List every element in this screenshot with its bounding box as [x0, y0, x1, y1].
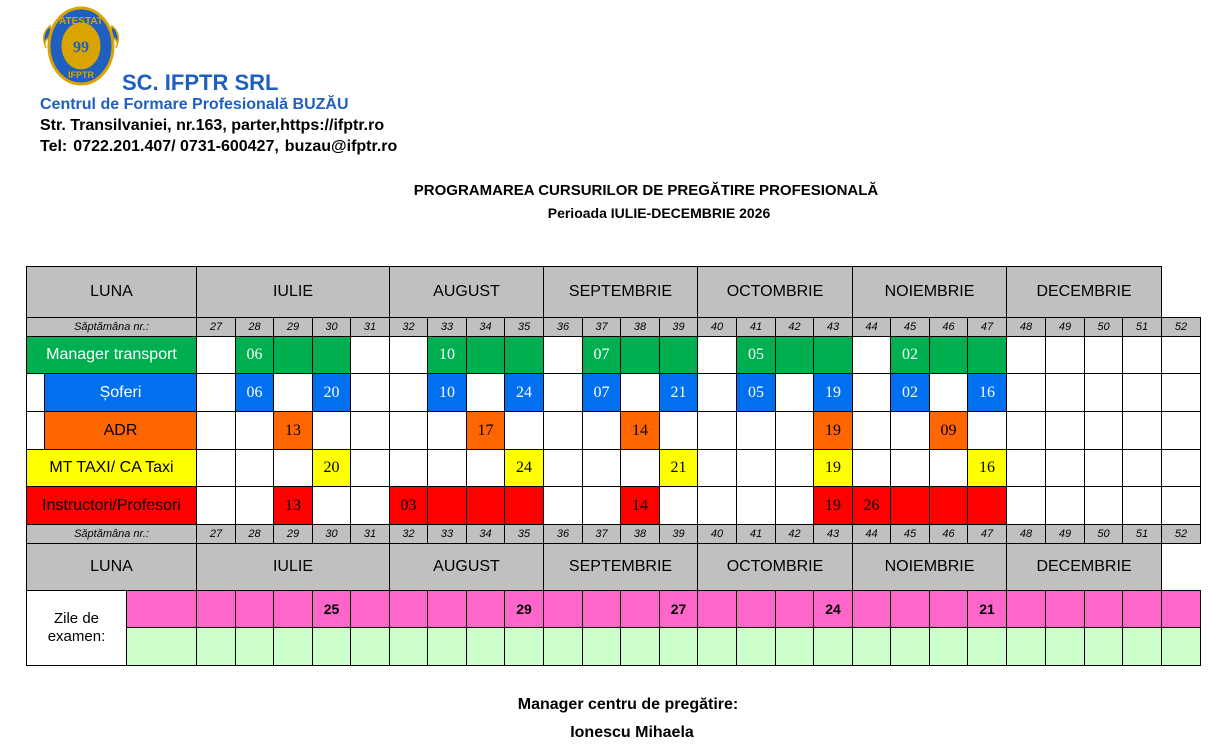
row--oferi-week-40	[697, 373, 737, 412]
row-adr-week-30	[312, 411, 351, 450]
row-manager-transport-week-49	[1045, 336, 1085, 374]
row--oferi-week-44	[852, 373, 891, 412]
exam-day-week-50	[1084, 590, 1123, 628]
row-manager-transport-week-43	[813, 336, 853, 374]
row--oferi-week-33: 10	[427, 373, 467, 412]
exam-day-week-27	[196, 590, 236, 628]
top-week-41: 41	[736, 317, 776, 337]
row-instructori-profesori-week-32: 03	[389, 486, 428, 525]
exam-day-week-39: 27	[659, 590, 698, 628]
exam-day-week-46	[929, 590, 968, 628]
row-manager-transport-week-38	[620, 336, 660, 374]
row-mt-taxi-ca-taxi-week-29	[273, 449, 313, 487]
bottom-week-29: 29	[273, 524, 313, 544]
row-label-instructori-profesori: Instructori/Profesori	[26, 486, 197, 525]
row-manager-transport-week-35	[504, 336, 544, 374]
row-mt-taxi-ca-taxi-week-30: 20	[312, 449, 351, 487]
row-manager-transport-week-30	[312, 336, 351, 374]
row-instructori-profesori-week-41	[736, 486, 776, 525]
row-manager-transport-week-52	[1161, 336, 1201, 374]
row-adr-week-37	[582, 411, 621, 450]
bottom-luna-label: LUNA	[26, 543, 197, 591]
row-manager-transport-week-42	[775, 336, 814, 374]
bottom-week-label: Săptămâna nr.:	[26, 524, 197, 544]
exam-day-week-42	[775, 590, 814, 628]
row--oferi-week-47: 16	[967, 373, 1007, 412]
top-week-38: 38	[620, 317, 660, 337]
exam-day-week-35: 29	[504, 590, 544, 628]
row--oferi-week-34	[466, 373, 505, 412]
exam-green-week-34	[466, 627, 505, 666]
exam-green-week-40	[697, 627, 737, 666]
row--oferi-week-32	[389, 373, 428, 412]
row-mt-taxi-ca-taxi-week-47: 16	[967, 449, 1007, 487]
row-instructori-profesori-week-49	[1045, 486, 1085, 525]
row-label--oferi: Șoferi	[44, 373, 197, 412]
logo-top-text: ATESTAT	[59, 16, 103, 27]
bottom-month-decembrie: DECEMBRIE	[1006, 543, 1162, 591]
top-month-septembrie: SEPTEMBRIE	[543, 266, 698, 318]
row-adr-week-31	[350, 411, 390, 450]
row-adr-week-43: 19	[813, 411, 853, 450]
bottom-week-48: 48	[1006, 524, 1046, 544]
top-week-44: 44	[852, 317, 891, 337]
top-week-43: 43	[813, 317, 853, 337]
row--oferi-week-27	[196, 373, 236, 412]
row--oferi-week-37: 07	[582, 373, 621, 412]
row--oferi-week-30: 20	[312, 373, 351, 412]
row--oferi-week-45: 02	[890, 373, 930, 412]
top-month-octombrie: OCTOMBRIE	[697, 266, 853, 318]
bottom-week-41: 41	[736, 524, 776, 544]
top-week-49: 49	[1045, 317, 1085, 337]
exam-day-week-36	[543, 590, 583, 628]
row-manager-transport-week-37: 07	[582, 336, 621, 374]
row-manager-transport-week-39	[659, 336, 698, 374]
exam-green-week-30	[312, 627, 351, 666]
exam-day-week-44	[852, 590, 891, 628]
row-instructori-profesori-week-35	[504, 486, 544, 525]
bottom-week-39: 39	[659, 524, 698, 544]
exam-green-week-29	[273, 627, 313, 666]
exam-green-week-52	[1161, 627, 1201, 666]
row-mt-taxi-ca-taxi-week-28	[235, 449, 274, 487]
row-mt-taxi-ca-taxi-week-43: 19	[813, 449, 853, 487]
row-mt-taxi-ca-taxi-week-48	[1006, 449, 1046, 487]
row-adr-week-44	[852, 411, 891, 450]
row-mt-taxi-ca-taxi-week-52	[1161, 449, 1201, 487]
row-adr-week-34: 17	[466, 411, 505, 450]
row--oferi-week-29	[273, 373, 313, 412]
bottom-week-49: 49	[1045, 524, 1085, 544]
bottom-week-30: 30	[312, 524, 351, 544]
row-manager-transport-week-50	[1084, 336, 1123, 374]
row-mt-taxi-ca-taxi-week-33	[427, 449, 467, 487]
bottom-week-52: 52	[1161, 524, 1201, 544]
row-manager-transport-week-45: 02	[890, 336, 930, 374]
exam-day-week-52	[1161, 590, 1201, 628]
training-center-city: BUZĂU	[292, 96, 349, 113]
row-manager-transport-week-51	[1122, 336, 1162, 374]
address: Str. Transilvaniei, nr.163, parter,https://ifptr.ro	[40, 117, 385, 134]
row-instructori-profesori-week-27	[196, 486, 236, 525]
logo-number: 99	[73, 39, 89, 56]
top-week-29: 29	[273, 317, 313, 337]
bottom-week-32: 32	[389, 524, 428, 544]
row-manager-transport-week-47	[967, 336, 1007, 374]
top-week-31: 31	[350, 317, 390, 337]
bottom-week-28: 28	[235, 524, 274, 544]
row-manager-transport-week-29	[273, 336, 313, 374]
row-manager-transport-week-28: 06	[235, 336, 274, 374]
bottom-week-40: 40	[697, 524, 737, 544]
row-mt-taxi-ca-taxi-week-40	[697, 449, 737, 487]
row-mt-taxi-ca-taxi-week-27	[196, 449, 236, 487]
top-week-27: 27	[196, 317, 236, 337]
row--oferi-week-50	[1084, 373, 1123, 412]
bottom-week-34: 34	[466, 524, 505, 544]
row-instructori-profesori-week-37	[582, 486, 621, 525]
row-manager-transport-week-44	[852, 336, 891, 374]
row-adr-week-40	[697, 411, 737, 450]
bottom-week-27: 27	[196, 524, 236, 544]
row-manager-transport-week-41: 05	[736, 336, 776, 374]
row--oferi-week-41: 05	[736, 373, 776, 412]
bottom-week-47: 47	[967, 524, 1007, 544]
row-instructori-profesori-week-29: 13	[273, 486, 313, 525]
row-instructori-profesori-week-47	[967, 486, 1007, 525]
row-instructori-profesori-week-30	[312, 486, 351, 525]
row-adr-week-32	[389, 411, 428, 450]
signature-role: Manager centru de pregătire:	[517, 696, 739, 713]
top-week-34: 34	[466, 317, 505, 337]
top-week-50: 50	[1084, 317, 1123, 337]
row-mt-taxi-ca-taxi-week-31	[350, 449, 390, 487]
bottom-month-octombrie: OCTOMBRIE	[697, 543, 853, 591]
row-mt-taxi-ca-taxi-week-42	[775, 449, 814, 487]
row-manager-transport-week-27	[196, 336, 236, 374]
top-week-label: Săptămâna nr.:	[26, 317, 197, 337]
row--oferi-week-39: 21	[659, 373, 698, 412]
exam-day-week-43: 24	[813, 590, 853, 628]
top-week-39: 39	[659, 317, 698, 337]
exam-day-week-29	[273, 590, 313, 628]
exam-green-week-28	[235, 627, 274, 666]
row-manager-transport-week-40	[697, 336, 737, 374]
bottom-month-iulie: IULIE	[196, 543, 390, 591]
top-month-iulie: IULIE	[196, 266, 390, 318]
row-adr-week-52	[1161, 411, 1201, 450]
exam-green-week-42	[775, 627, 814, 666]
bottom-week-38: 38	[620, 524, 660, 544]
row-label-adr: ADR	[44, 411, 197, 450]
exam-green-week-45	[890, 627, 930, 666]
tel-label: Tel:	[40, 138, 68, 155]
exam-green-week-43	[813, 627, 853, 666]
signature-name: Ionescu Mihaela	[570, 724, 694, 741]
top-week-36: 36	[543, 317, 583, 337]
training-center-name: Centrul de Formare Profesională	[40, 96, 293, 113]
row-instructori-profesori-week-45	[890, 486, 930, 525]
row-mt-taxi-ca-taxi-week-50	[1084, 449, 1123, 487]
row-mt-taxi-ca-taxi-week-49	[1045, 449, 1085, 487]
row-adr-week-27	[196, 411, 236, 450]
row-manager-transport-week-36	[543, 336, 583, 374]
exam-day-week-31	[350, 590, 390, 628]
row-instructori-profesori-week-42	[775, 486, 814, 525]
bottom-month-august: AUGUST	[389, 543, 544, 591]
exam-green-week-33	[427, 627, 467, 666]
row-adr-week-50	[1084, 411, 1123, 450]
top-month-noiembrie: NOIEMBRIE	[852, 266, 1007, 318]
period-subtitle: Perioada IULIE-DECEMBRIE 2026	[547, 205, 771, 221]
bottom-week-31: 31	[350, 524, 390, 544]
bottom-month-septembrie: SEPTEMBRIE	[543, 543, 698, 591]
exam-green-week-41	[736, 627, 776, 666]
exam-green-week-36	[543, 627, 583, 666]
top-week-37: 37	[582, 317, 621, 337]
row--oferi-week-31	[350, 373, 390, 412]
row-mt-taxi-ca-taxi-week-36	[543, 449, 583, 487]
row-mt-taxi-ca-taxi-week-46	[929, 449, 968, 487]
bottom-week-33: 33	[427, 524, 467, 544]
exam-green-week-50	[1084, 627, 1123, 666]
bottom-month-noiembrie: NOIEMBRIE	[852, 543, 1007, 591]
row-adr-week-49	[1045, 411, 1085, 450]
top-week-30: 30	[312, 317, 351, 337]
row-adr-week-41	[736, 411, 776, 450]
row-adr-week-35	[504, 411, 544, 450]
row-label-mt-taxi-ca-taxi: MT TAXI/ CA Taxi	[26, 449, 197, 487]
exam-day-week-34	[466, 590, 505, 628]
row-instructori-profesori-week-36	[543, 486, 583, 525]
row-mt-taxi-ca-taxi-week-35: 24	[504, 449, 544, 487]
exam-green-week-35	[504, 627, 544, 666]
top-week-28: 28	[235, 317, 274, 337]
bottom-week-50: 50	[1084, 524, 1123, 544]
row-instructori-profesori-week-28	[235, 486, 274, 525]
row-adr-week-28	[235, 411, 274, 450]
exam-day-week-37	[582, 590, 621, 628]
row--oferi-week-38	[620, 373, 660, 412]
exam-day-week-32	[389, 590, 428, 628]
exam-green-week-44	[852, 627, 891, 666]
row-adr-week-48	[1006, 411, 1046, 450]
row-indent--oferi	[26, 373, 45, 412]
top-week-52: 52	[1161, 317, 1201, 337]
row-instructori-profesori-week-50	[1084, 486, 1123, 525]
exam-green-week-39	[659, 627, 698, 666]
row--oferi-week-52	[1161, 373, 1201, 412]
tel-numbers: 0722.201.407/ 0731-600427,	[73, 138, 279, 155]
exam-green-week-27	[196, 627, 236, 666]
row-mt-taxi-ca-taxi-week-51	[1122, 449, 1162, 487]
exam-green-week-48	[1006, 627, 1046, 666]
email: buzau@ifptr.ro	[284, 138, 398, 155]
row-adr-week-29: 13	[273, 411, 313, 450]
row-mt-taxi-ca-taxi-week-34	[466, 449, 505, 487]
row-instructori-profesori-week-52	[1161, 486, 1201, 525]
row-mt-taxi-ca-taxi-week-45	[890, 449, 930, 487]
exam-day-week-41	[736, 590, 776, 628]
exam-day-week-49	[1045, 590, 1085, 628]
row-adr-week-42	[775, 411, 814, 450]
row-manager-transport-week-31	[350, 336, 390, 374]
exam-green-week-37	[582, 627, 621, 666]
row-label-manager-transport: Manager transport	[26, 336, 197, 374]
row-adr-week-38: 14	[620, 411, 660, 450]
top-week-46: 46	[929, 317, 968, 337]
row--oferi-week-46	[929, 373, 968, 412]
row-instructori-profesori-week-48	[1006, 486, 1046, 525]
row-instructori-profesori-week-43: 19	[813, 486, 853, 525]
top-week-47: 47	[967, 317, 1007, 337]
exam-day-week-47: 21	[967, 590, 1007, 628]
row--oferi-week-36	[543, 373, 583, 412]
bottom-week-42: 42	[775, 524, 814, 544]
top-month-august: AUGUST	[389, 266, 544, 318]
row-instructori-profesori-week-40	[697, 486, 737, 525]
exam-day-week-28	[235, 590, 274, 628]
row-mt-taxi-ca-taxi-week-41	[736, 449, 776, 487]
row-instructori-profesori-week-46	[929, 486, 968, 525]
bottom-week-43: 43	[813, 524, 853, 544]
top-week-51: 51	[1122, 317, 1162, 337]
row-instructori-profesori-week-38: 14	[620, 486, 660, 525]
row--oferi-week-48	[1006, 373, 1046, 412]
row-instructori-profesori-week-51	[1122, 486, 1162, 525]
top-month-decembrie: DECEMBRIE	[1006, 266, 1162, 318]
row-instructori-profesori-week-31	[350, 486, 390, 525]
logo-bottom-text: IFPTR	[68, 70, 94, 80]
row-adr-week-33	[427, 411, 467, 450]
row-adr-week-36	[543, 411, 583, 450]
exam-green-week-38	[620, 627, 660, 666]
top-week-35: 35	[504, 317, 544, 337]
row-manager-transport-week-34	[466, 336, 505, 374]
bottom-week-35: 35	[504, 524, 544, 544]
row-mt-taxi-ca-taxi-week-37	[582, 449, 621, 487]
row-mt-taxi-ca-taxi-week-32	[389, 449, 428, 487]
exam-pink-lead	[126, 590, 197, 628]
top-week-40: 40	[697, 317, 737, 337]
exam-green-week-32	[389, 627, 428, 666]
exam-green-lead	[126, 627, 197, 666]
row--oferi-week-42	[775, 373, 814, 412]
row-manager-transport-week-32	[389, 336, 428, 374]
bottom-week-37: 37	[582, 524, 621, 544]
row-adr-week-47	[967, 411, 1007, 450]
row-adr-week-45	[890, 411, 930, 450]
exam-day-week-38	[620, 590, 660, 628]
exam-day-week-48	[1006, 590, 1046, 628]
bottom-week-45: 45	[890, 524, 930, 544]
row-adr-week-39	[659, 411, 698, 450]
top-week-42: 42	[775, 317, 814, 337]
exam-green-week-51	[1122, 627, 1162, 666]
row--oferi-week-28: 06	[235, 373, 274, 412]
row-instructori-profesori-week-44: 26	[852, 486, 891, 525]
row-adr-week-51	[1122, 411, 1162, 450]
bottom-week-46: 46	[929, 524, 968, 544]
row--oferi-week-49	[1045, 373, 1085, 412]
top-week-45: 45	[890, 317, 930, 337]
row-manager-transport-week-33: 10	[427, 336, 467, 374]
exam-day-week-33	[427, 590, 467, 628]
row-manager-transport-week-46	[929, 336, 968, 374]
row--oferi-week-35: 24	[504, 373, 544, 412]
exam-day-week-51	[1122, 590, 1162, 628]
bottom-week-44: 44	[852, 524, 891, 544]
exam-label: Zile de examen:	[26, 590, 127, 666]
row--oferi-week-43: 19	[813, 373, 853, 412]
row-mt-taxi-ca-taxi-week-38	[620, 449, 660, 487]
top-week-48: 48	[1006, 317, 1046, 337]
row-adr-week-46: 09	[929, 411, 968, 450]
row-indent-adr	[26, 411, 45, 450]
row--oferi-week-51	[1122, 373, 1162, 412]
row-manager-transport-week-48	[1006, 336, 1046, 374]
page-title: PROGRAMAREA CURSURILOR DE PREGĂTIRE PROFESIONALĂ	[413, 182, 879, 199]
exam-day-week-40	[697, 590, 737, 628]
exam-day-week-30: 25	[312, 590, 351, 628]
row-instructori-profesori-week-34	[466, 486, 505, 525]
top-week-33: 33	[427, 317, 467, 337]
row-instructori-profesori-week-39	[659, 486, 698, 525]
exam-green-week-49	[1045, 627, 1085, 666]
bottom-week-51: 51	[1122, 524, 1162, 544]
top-week-32: 32	[389, 317, 428, 337]
exam-day-week-45	[890, 590, 930, 628]
exam-green-week-31	[350, 627, 390, 666]
top-luna-label: LUNA	[26, 266, 197, 318]
exam-green-week-46	[929, 627, 968, 666]
company-name: SC. IFPTR SRL	[122, 70, 279, 95]
row-mt-taxi-ca-taxi-week-44	[852, 449, 891, 487]
row-mt-taxi-ca-taxi-week-39: 21	[659, 449, 698, 487]
row-instructori-profesori-week-33	[427, 486, 467, 525]
exam-green-week-47	[967, 627, 1007, 666]
bottom-week-36: 36	[543, 524, 583, 544]
